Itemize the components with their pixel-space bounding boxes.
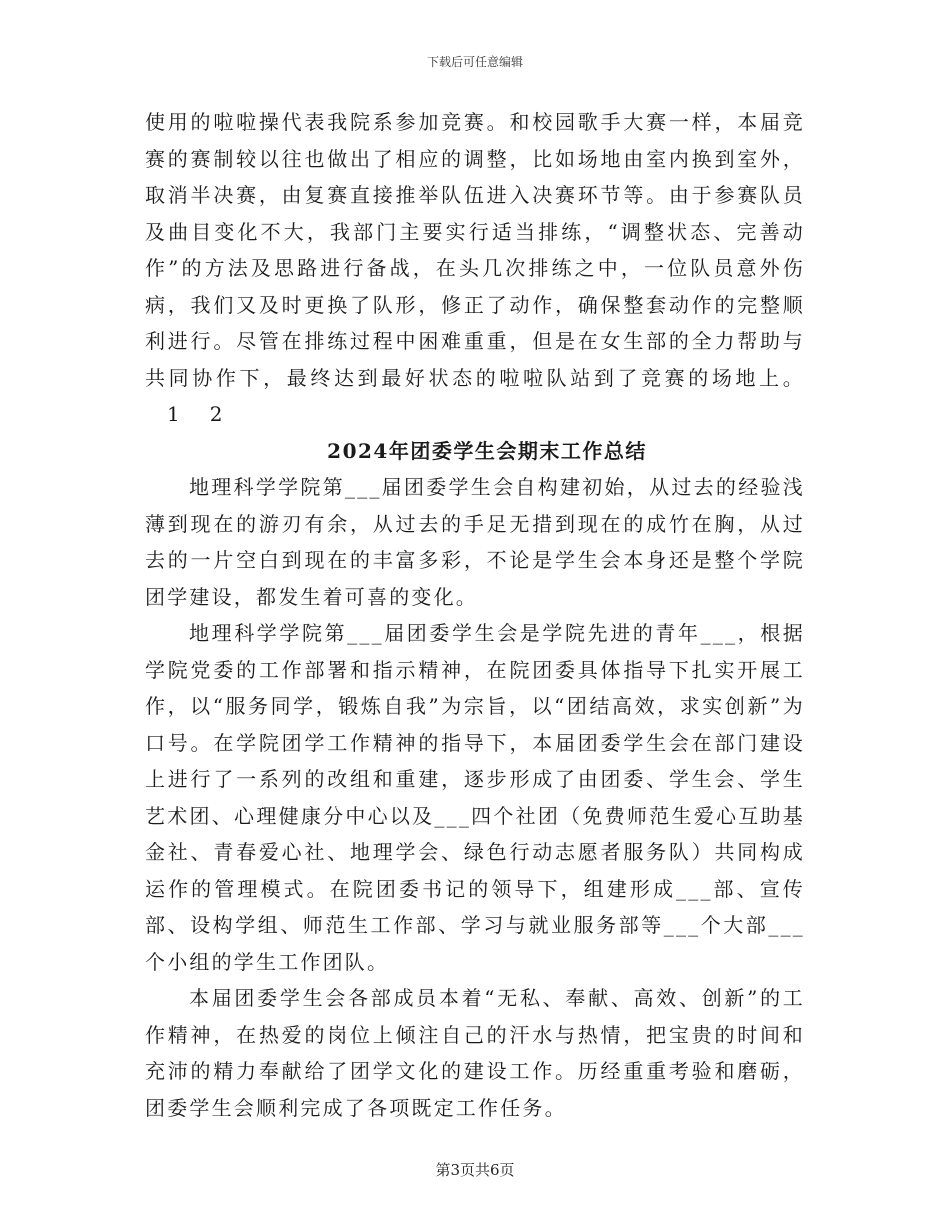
stray-number-2: 2 bbox=[209, 402, 223, 426]
stray-numbers bbox=[145, 402, 252, 426]
continuation-paragraph bbox=[145, 104, 805, 433]
stray-number-1: 1 bbox=[167, 402, 180, 426]
continuation-text: 使用的啦啦操代表我院系参加竞赛。和校园歌手大赛一样，本届竞赛的赛制较以往也做出了相应的调整，比如场地由室内换到室外，取消半决赛，由复赛直接推举队伍进入决赛环节等。由于参赛队员及曲目变化不大，我部门主要实行适当排练，“调整状态、完善动作”的方法及思路进行备战，在头几次排练之中，一位队员意外伤病，我们又及时更换了队形，修正了动作，确保整套动作的完整顺利进行。尽管在排练过程中困难重重，但是在女生部的全力帮助与共同协作下，最终达到最好状态的啦啦队站到了竞赛的场地上。 bbox=[145, 110, 805, 390]
paragraph-1: 地理科学学院第___届团委学生会自构建初始，从过去的经验浅薄到现在的游刃有余，从过去的手足无措到现在的成竹在胸，从过去的一片空白到现在的丰富多彩，不论是学生会本身还是整个学院团学建设，都发生着可喜的变化。 bbox=[145, 475, 805, 609]
document-title: 2024年团委学生会期末工作总结 bbox=[327, 438, 647, 463]
page-header-note: 下载后可任意编辑 bbox=[426, 55, 523, 69]
paragraph-3: 本届团委学生会各部成员本着“无私、奉献、高效、创新”的工作精神，在热爱的岗位上倾注自己的汗水与热情，把宝贵的时间和充沛的精力奉献给了团学文化的建设工作。历经重重考验和磨砺，团委学生会顺利完成了各项既定工作任务。 bbox=[145, 986, 805, 1120]
paragraph-2: 地理科学学院第___届团委学生会是学院先进的青年___，根据学院党委的工作部署和指示精神，在院团委具体指导下扎实开展工作，以“服务同学，锻炼自我”为宗旨，以“团结高效，求实创新”为口号。在学院团学工作精神的指导下，本届团委学生会在部门建设上进行了一系列的改组和重建，逐步形成了由团委、学生会、学生艺术团、心理健康分中心以及___四个社团（免费师范生爱心互助基金社、青春爱心社、地理学会、绿色行动志愿者服务队）共同构成运作的管理模式。在院团委书记的领导下，组建形成___部、宣传部、设构学组、师范生工作部、学习与就业服务部等___个大部___个小组的学生工作团队。 bbox=[145, 621, 805, 974]
document-body bbox=[145, 104, 805, 1126]
page-number: 第3页共6页 bbox=[435, 1161, 515, 1179]
